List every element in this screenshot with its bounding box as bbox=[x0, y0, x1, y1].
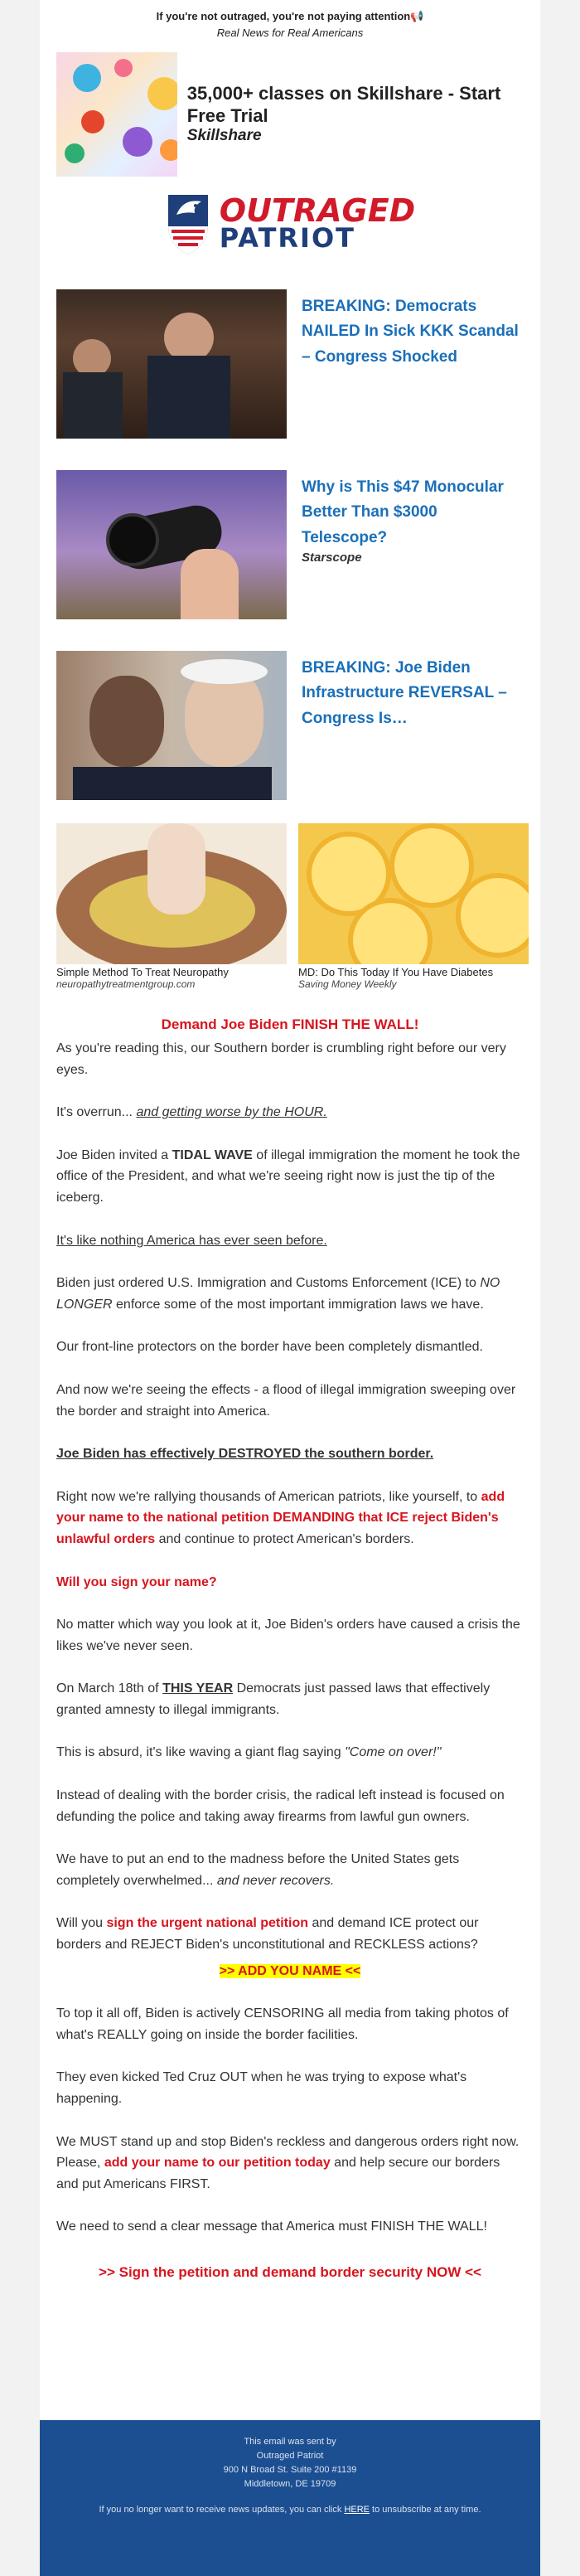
skillshare-ad-title[interactable]: 35,000+ classes on Skillshare - Start Free Trial bbox=[186, 83, 501, 126]
story-card[interactable] bbox=[40, 644, 540, 807]
paragraph-emphasis: THIS YEAR bbox=[162, 1681, 234, 1696]
top-line: If you're not outraged, you're not paying attention📢 bbox=[156, 10, 424, 22]
paragraph bbox=[56, 1678, 524, 1720]
paragraph bbox=[56, 1102, 524, 1123]
paragraph-emphasis: Joe Biden has effectively DESTROYED the southern border. bbox=[56, 1447, 434, 1462]
tagline: Real News for Real Americans bbox=[216, 27, 364, 39]
paragraph-text: Democrats just passed laws that effectively granted amnesty to illegal immigrants. bbox=[56, 1681, 491, 1717]
paragraph-text: On March 18th of bbox=[56, 1681, 163, 1696]
paragraph-text: and demand ICE protect our borders and REJECT Biden's unconstitutional and RECKLESS actions? bbox=[56, 1916, 479, 1953]
paragraph: No matter which way you look at it, Joe Biden's orders have caused a crisis the likes we've never seen. bbox=[56, 1618, 520, 1653]
paragraph-emphasis: "Come on over!" bbox=[345, 1745, 442, 1760]
paragraph bbox=[56, 1913, 524, 1955]
craft-supplies-image[interactable] bbox=[56, 52, 177, 177]
story-headline[interactable]: BREAKING: Joe Biden Infrastructure REVERSAL – Congress Is… bbox=[302, 659, 507, 727]
email-container bbox=[40, 0, 540, 2576]
sign-petition-cta[interactable]: >> Sign the petition and demand border security NOW << bbox=[99, 2263, 481, 2280]
paragraph-emphasis: NO LONGER bbox=[56, 1276, 500, 1312]
paragraph-text: Right now we're rallying thousands of American patriots, like yourself, to bbox=[56, 1489, 481, 1504]
story-card[interactable] bbox=[40, 463, 540, 626]
paragraph-text: This is absurd, it's like waving a giant flag saying bbox=[56, 1745, 346, 1760]
petition-link[interactable]: add your name to the national petition DEMANDING that ICE reject Biden's unlawful orders bbox=[56, 1489, 505, 1546]
petition-question-link[interactable]: Will you sign your name? bbox=[56, 1574, 217, 1589]
skillshare-ad-source: Skillshare bbox=[186, 126, 262, 144]
paragraph bbox=[56, 1145, 524, 1209]
story-card[interactable] bbox=[40, 283, 540, 445]
article-body bbox=[40, 1038, 540, 2238]
outraged-patriot-logo[interactable] bbox=[40, 182, 540, 264]
footer-unsubscribe-text: If you no longer want to receive news updates, you can click bbox=[99, 2505, 345, 2515]
logo-word-patriot: PATRIOT bbox=[219, 221, 355, 254]
add-name-link[interactable]: >> ADD YOU NAME << bbox=[219, 1963, 361, 1978]
story-headline-text[interactable]: Why is This $47 Monocular Better Than $3000 Telescope? bbox=[302, 478, 504, 546]
footer-city: Middletown, DE 19709 bbox=[244, 2479, 336, 2490]
paragraph bbox=[56, 2132, 524, 2195]
congress-photo[interactable] bbox=[56, 289, 287, 439]
paragraph: As you're reading this, our Southern border is crumbling right before our very eyes. bbox=[56, 1041, 506, 1077]
paragraph bbox=[56, 1273, 524, 1315]
paragraph: We need to send a clear message that America must FINISH THE WALL! bbox=[56, 2219, 487, 2234]
ad-source: Saving Money Weekly bbox=[298, 978, 397, 990]
ad-caption[interactable]: MD: Do This Today If You Have Diabetes bbox=[298, 966, 494, 978]
paragraph-text: Joe Biden invited a bbox=[56, 1147, 172, 1162]
paragraph bbox=[56, 1742, 524, 1763]
article-headline: Demand Joe Biden FINISH THE WALL! bbox=[161, 1016, 419, 1032]
obama-biden-photo[interactable] bbox=[56, 651, 287, 800]
neuropathy-ad[interactable] bbox=[56, 823, 287, 990]
foot-soak-image[interactable] bbox=[56, 823, 287, 964]
paragraph-text: enforce some of the most important immigration laws we have. bbox=[112, 1297, 484, 1312]
paragraph bbox=[56, 1230, 524, 1252]
paragraph-text: It's like nothing America has ever seen before. bbox=[56, 1233, 327, 1248]
paragraph-emphasis: TIDAL WAVE bbox=[172, 1147, 253, 1162]
sponsored-pair bbox=[56, 823, 540, 990]
story-source: Starscope bbox=[302, 551, 362, 565]
add-name-cta[interactable] bbox=[56, 1961, 524, 1982]
unsubscribe-link[interactable]: HERE bbox=[344, 2505, 370, 2515]
story-headline[interactable]: BREAKING: Democrats NAILED In Sick KKK Scandal – Congress Shocked bbox=[302, 298, 519, 366]
paragraph-text: We MUST stand up and stop Biden's reckless and dangerous orders right now. Please, bbox=[56, 2134, 520, 2171]
skillshare-ad-text[interactable] bbox=[187, 83, 540, 146]
petition-link[interactable]: sign the urgent national petition bbox=[106, 1916, 308, 1931]
paragraph bbox=[56, 1443, 524, 1465]
footer-unsubscribe bbox=[40, 2503, 540, 2517]
paragraph: Our front-line protectors on the border have been completely dismantled. bbox=[56, 1340, 483, 1355]
petition-link[interactable]: add your name to our petition today bbox=[104, 2156, 331, 2171]
paragraph bbox=[56, 1849, 524, 1891]
paragraph-text: and continue to protect American's borders. bbox=[155, 1531, 414, 1546]
paragraph-text: of illegal immigration the moment he took the office of the President, and what we're seeing right now is just the tip of the iceberg. bbox=[56, 1147, 520, 1205]
ad-source: neuropathytreatmentgroup.com bbox=[56, 978, 196, 990]
story-headline[interactable] bbox=[302, 475, 525, 619]
skillshare-ad[interactable] bbox=[56, 52, 540, 177]
footer-sent-by: This email was sent by bbox=[244, 2437, 336, 2447]
paragraph-text: It's overrun... bbox=[56, 1105, 133, 1120]
paragraph: And now we're seeing the effects - a flood of illegal immigration sweeping over the border and straight into America. bbox=[56, 1382, 516, 1419]
pineapple-rings-image[interactable] bbox=[298, 823, 529, 964]
logo-word-outraged: OUTRAGED bbox=[219, 192, 416, 229]
diabetes-ad[interactable] bbox=[298, 823, 529, 990]
footer-address: 900 N Broad St. Suite 200 #1139 bbox=[223, 2465, 357, 2476]
paragraph-text: and help secure our borders and put Americans FIRST. bbox=[56, 2156, 500, 2191]
paragraph bbox=[56, 1487, 524, 1550]
eagle-shield-icon bbox=[165, 190, 211, 256]
monocular-photo[interactable] bbox=[56, 470, 287, 619]
paragraph-text: Biden just ordered U.S. Immigration and Customs Enforcement (ICE) to bbox=[56, 1276, 481, 1291]
paragraph: They even kicked Ted Cruz OUT when he was trying to expose what's happening. bbox=[56, 2070, 467, 2106]
paragraph-text: Will you bbox=[56, 1916, 107, 1931]
paragraph: Instead of dealing with the border crisis, the radical left instead is focused on defunding the police and taking away firearms from lawful gun owners. bbox=[56, 1788, 505, 1824]
paragraph-emphasis: and never recovers. bbox=[213, 1873, 335, 1888]
paragraph-text: We have to put an end to the madness before the United States gets completely overwhelmed... bbox=[56, 1852, 460, 1888]
footer bbox=[40, 2420, 540, 2576]
ad-caption[interactable]: Simple Method To Treat Neuropathy bbox=[56, 966, 229, 978]
footer-unsubscribe-text: to unsubscribe at any time. bbox=[370, 2505, 481, 2515]
paragraph-emphasis: and getting worse by the HOUR. bbox=[136, 1105, 327, 1120]
footer-sender: Outraged Patriot bbox=[256, 2451, 324, 2462]
paragraph: To top it all off, Biden is actively CENSORING all media from taking photos of what's REALLY going on inside the border facilities. bbox=[56, 2006, 509, 2042]
